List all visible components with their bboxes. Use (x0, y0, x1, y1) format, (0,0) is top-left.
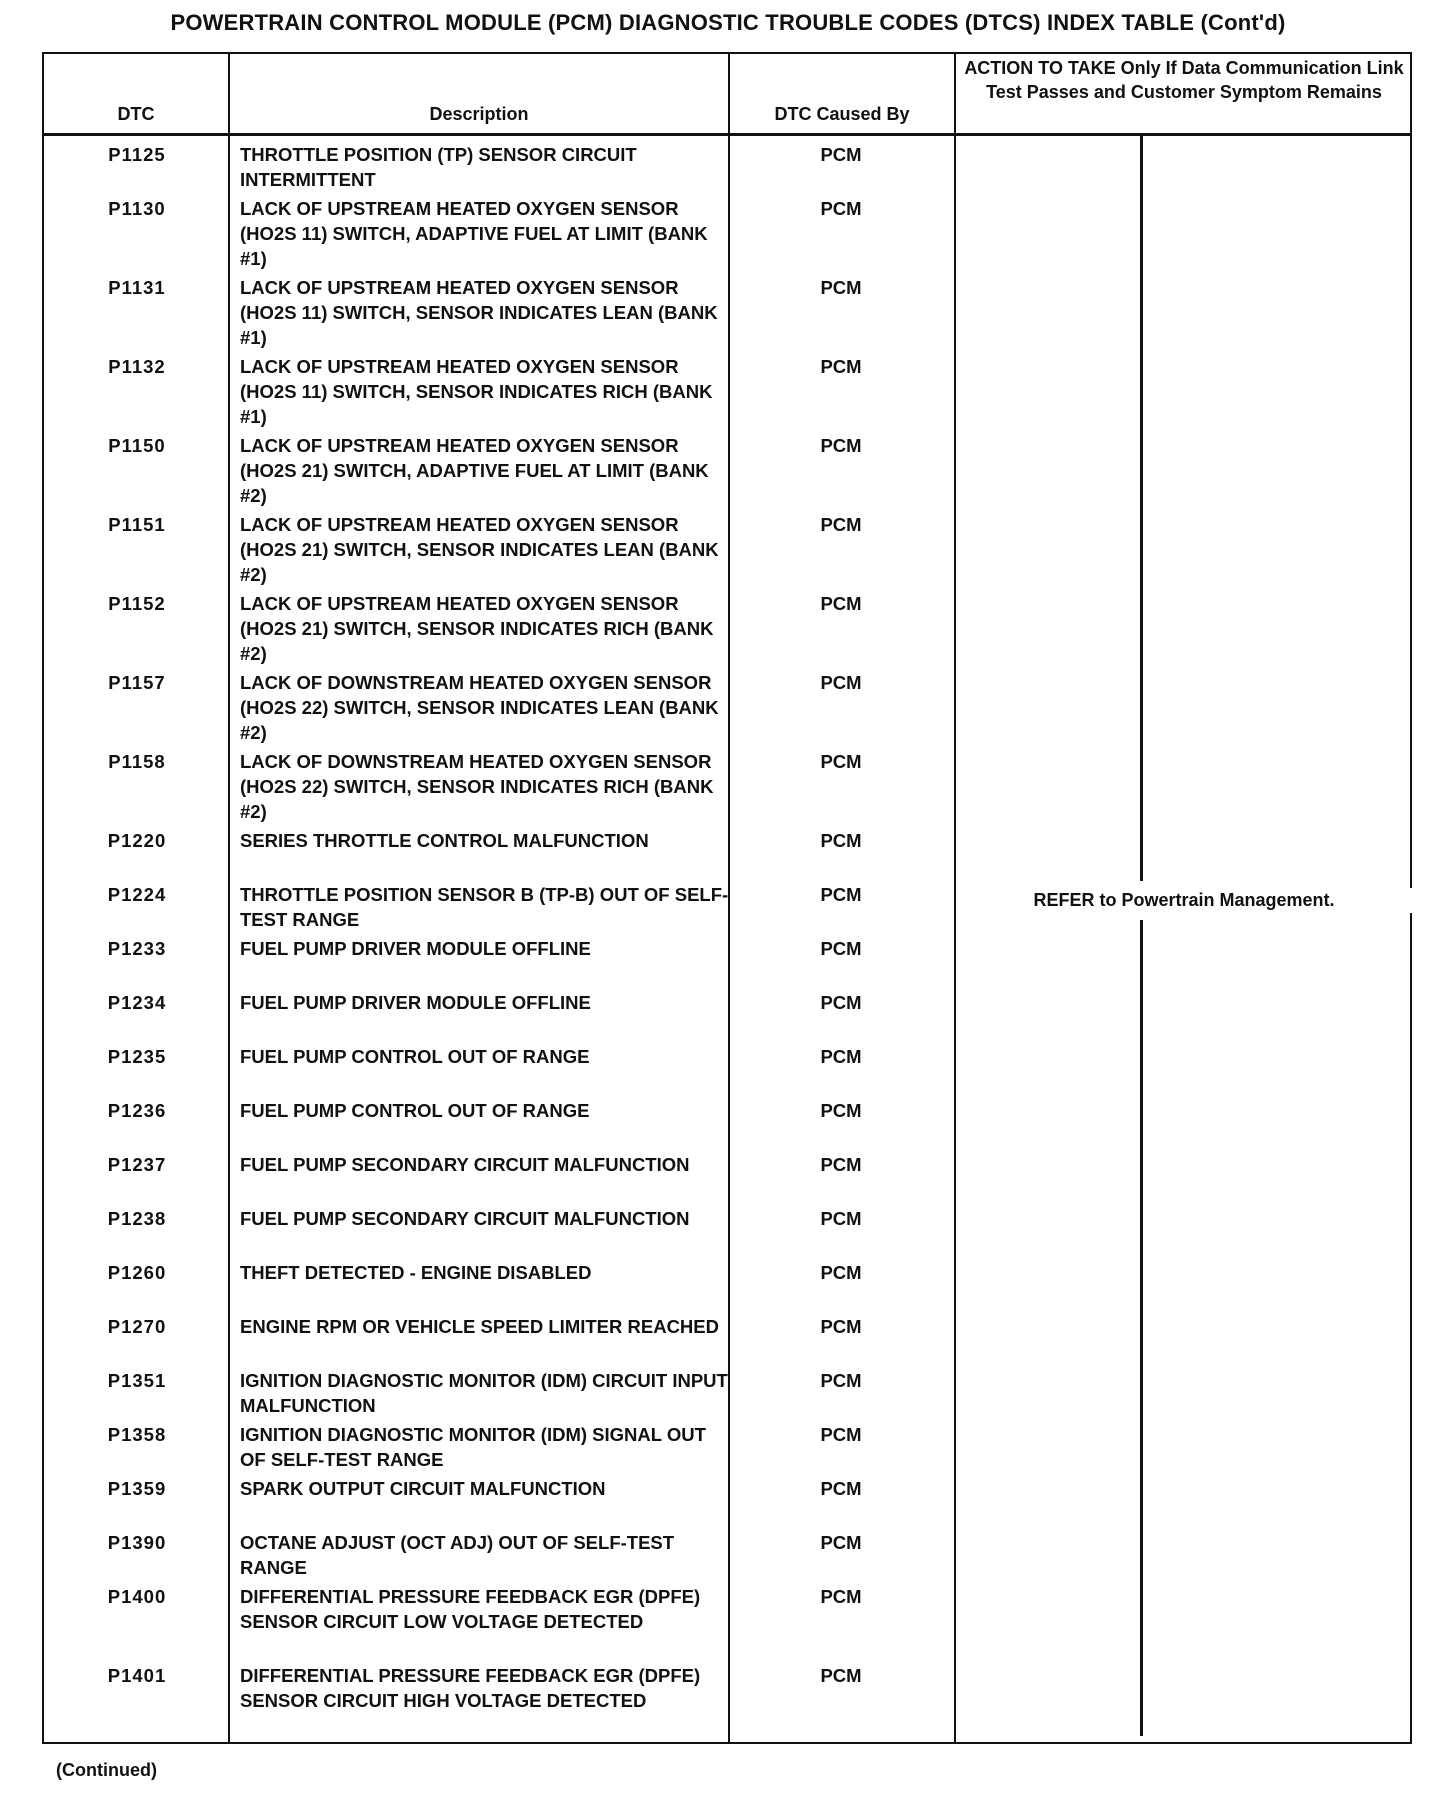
table-row (44, 269, 1410, 348)
table-row (44, 1416, 1410, 1470)
dtc-caused-by: PCM (820, 435, 862, 456)
table-row (44, 427, 1410, 506)
table-row (44, 348, 1410, 427)
dtc-description: OCTANE ADJUST (OCT ADJ) OUT OF SELF-TEST RANGE (240, 1532, 675, 1578)
dtc-code: P1224 (107, 884, 167, 905)
action-bracket-line (1140, 920, 1143, 1736)
table-row (44, 1308, 1410, 1362)
dtc-caused-by: PCM (820, 938, 862, 959)
dtc-code: P1358 (107, 1424, 167, 1445)
dtc-description: LACK OF UPSTREAM HEATED OXYGEN SENSOR (HO2S 21) SWITCH, ADAPTIVE FUEL AT LIMIT (BANK #2) (240, 435, 709, 506)
dtc-description: IGNITION DIAGNOSTIC MONITOR (IDM) SIGNAL OUT OF SELF-TEST RANGE (240, 1424, 706, 1470)
dtc-description: LACK OF DOWNSTREAM HEATED OXYGEN SENSOR (HO2S 22) SWITCH, SENSOR INDICATES LEAN (BANK #2) (240, 672, 719, 743)
dtc-code: P1237 (107, 1154, 167, 1175)
table-row (44, 1578, 1410, 1657)
dtc-description: DIFFERENTIAL PRESSURE FEEDBACK EGR (DPFE) SENSOR CIRCUIT LOW VOLTAGE DETECTED (240, 1586, 701, 1632)
dtc-code: P1132 (108, 356, 166, 377)
dtc-code: P1220 (107, 830, 167, 851)
table-row (44, 585, 1410, 664)
dtc-caused-by: PCM (820, 144, 862, 165)
dtc-code: P1157 (108, 672, 166, 693)
dtc-code: P1260 (107, 1262, 167, 1283)
dtc-caused-by: PCM (820, 1586, 862, 1607)
table-row (44, 984, 1410, 1038)
dtc-caused-by: PCM (820, 1154, 862, 1175)
dtc-code: P1351 (107, 1370, 167, 1391)
dtc-caused-by: PCM (820, 672, 862, 693)
dtc-description: FUEL PUMP CONTROL OUT OF RANGE (240, 1100, 590, 1121)
dtc-caused-by: PCM (820, 992, 862, 1013)
header-caused-by: DTC Caused By (774, 104, 910, 124)
dtc-caused-by: PCM (820, 198, 862, 219)
dtc-code: P1359 (107, 1478, 167, 1499)
dtc-code: P1233 (107, 938, 167, 959)
table-row (44, 1092, 1410, 1146)
dtc-description: LACK OF UPSTREAM HEATED OXYGEN SENSOR (HO2S 11) SWITCH, ADAPTIVE FUEL AT LIMIT (BANK #1) (240, 198, 708, 269)
header-action: ACTION TO TAKE Only If Data Communication Link Test Passes and Customer Symptom Remains (964, 58, 1404, 102)
dtc-caused-by: PCM (820, 514, 862, 535)
table-row (44, 930, 1410, 984)
dtc-code: P1151 (108, 514, 166, 535)
table-row (44, 664, 1410, 743)
table-row (44, 1146, 1410, 1200)
table-row (44, 1254, 1410, 1308)
dtc-code: P1150 (108, 435, 166, 456)
dtc-caused-by: PCM (820, 830, 862, 851)
dtc-code: P1130 (108, 198, 166, 219)
table-row (44, 822, 1410, 876)
dtc-caused-by: PCM (820, 751, 862, 772)
table-body (44, 136, 1410, 1718)
dtc-code: P1270 (107, 1316, 167, 1337)
dtc-description: SERIES THROTTLE CONTROL MALFUNCTION (240, 830, 649, 851)
table-row (44, 1200, 1410, 1254)
page-title: POWERTRAIN CONTROL MODULE (PCM) DIAGNOSTIC TROUBLE CODES (DTCS) INDEX TABLE (Cont'd) (170, 10, 1286, 35)
table-row (44, 506, 1410, 585)
dtc-caused-by: PCM (820, 593, 862, 614)
dtc-description: LACK OF DOWNSTREAM HEATED OXYGEN SENSOR (HO2S 22) SWITCH, SENSOR INDICATES RICH (BANK #2) (240, 751, 714, 822)
table-row (44, 1470, 1410, 1524)
dtc-code: P1234 (107, 992, 167, 1013)
dtc-caused-by: PCM (820, 1370, 862, 1391)
action-text (956, 888, 1412, 913)
table-row (44, 1657, 1410, 1718)
header-dtc: DTC (117, 104, 155, 124)
action-refer: REFER (1033, 890, 1095, 910)
dtc-caused-by: PCM (820, 1208, 862, 1229)
dtc-code: P1158 (108, 751, 166, 772)
table-row (44, 190, 1410, 269)
dtc-code: P1390 (107, 1532, 167, 1553)
dtc-description: DIFFERENTIAL PRESSURE FEEDBACK EGR (DPFE) SENSOR CIRCUIT HIGH VOLTAGE DETECTED (240, 1665, 701, 1711)
dtc-description: THROTTLE POSITION SENSOR B (TP-B) OUT OF SELF-TEST RANGE (240, 884, 729, 930)
dtc-caused-by: PCM (820, 1665, 862, 1686)
dtc-caused-by: PCM (820, 277, 862, 298)
dtc-caused-by: PCM (820, 1478, 862, 1499)
dtc-table (42, 52, 1412, 1744)
table-row (44, 743, 1410, 822)
table-row (44, 136, 1410, 190)
action-rest: to Powertrain Management. (1094, 890, 1335, 910)
dtc-description: ENGINE RPM OR VEHICLE SPEED LIMITER REACHED (240, 1316, 719, 1337)
dtc-code: P1236 (107, 1100, 167, 1121)
dtc-description: FUEL PUMP SECONDARY CIRCUIT MALFUNCTION (240, 1208, 690, 1229)
dtc-code: P1125 (108, 144, 166, 165)
dtc-description: THROTTLE POSITION (TP) SENSOR CIRCUIT INTERMITTENT (240, 144, 637, 190)
dtc-caused-by: PCM (820, 1100, 862, 1121)
dtc-description: THEFT DETECTED - ENGINE DISABLED (240, 1262, 592, 1283)
dtc-caused-by: PCM (820, 1532, 862, 1553)
header-description: Description (429, 104, 529, 124)
dtc-description: FUEL PUMP SECONDARY CIRCUIT MALFUNCTION (240, 1154, 690, 1175)
dtc-code: P1400 (107, 1586, 167, 1607)
dtc-description: LACK OF UPSTREAM HEATED OXYGEN SENSOR (HO2S 21) SWITCH, SENSOR INDICATES RICH (BANK #2) (240, 593, 714, 664)
dtc-description: LACK OF UPSTREAM HEATED OXYGEN SENSOR (HO2S 11) SWITCH, SENSOR INDICATES RICH (BANK #1) (240, 356, 713, 427)
dtc-code: P1401 (107, 1665, 167, 1686)
dtc-code: P1238 (107, 1208, 167, 1229)
dtc-caused-by: PCM (820, 1424, 862, 1445)
action-bracket-line (1140, 136, 1143, 881)
table-row (44, 1038, 1410, 1092)
dtc-description: LACK OF UPSTREAM HEATED OXYGEN SENSOR (HO2S 11) SWITCH, SENSOR INDICATES LEAN (BANK #1) (240, 277, 718, 348)
dtc-description: FUEL PUMP DRIVER MODULE OFFLINE (240, 938, 591, 959)
dtc-caused-by: PCM (820, 356, 862, 377)
dtc-caused-by: PCM (820, 1046, 862, 1067)
table-row (44, 1362, 1410, 1416)
dtc-description: FUEL PUMP DRIVER MODULE OFFLINE (240, 992, 591, 1013)
dtc-code: P1152 (108, 593, 166, 614)
table-row (44, 1524, 1410, 1578)
dtc-description: SPARK OUTPUT CIRCUIT MALFUNCTION (240, 1478, 606, 1499)
continued-note: (Continued) (56, 1760, 157, 1780)
dtc-caused-by: PCM (820, 1316, 862, 1337)
dtc-code: P1235 (107, 1046, 167, 1067)
dtc-caused-by: PCM (820, 1262, 862, 1283)
dtc-caused-by: PCM (820, 884, 862, 905)
dtc-code: P1131 (108, 277, 166, 298)
dtc-description: IGNITION DIAGNOSTIC MONITOR (IDM) CIRCUIT INPUT MALFUNCTION (240, 1370, 728, 1416)
dtc-description: FUEL PUMP CONTROL OUT OF RANGE (240, 1046, 590, 1067)
dtc-description: LACK OF UPSTREAM HEATED OXYGEN SENSOR (HO2S 21) SWITCH, SENSOR INDICATES LEAN (BANK #2) (240, 514, 719, 585)
